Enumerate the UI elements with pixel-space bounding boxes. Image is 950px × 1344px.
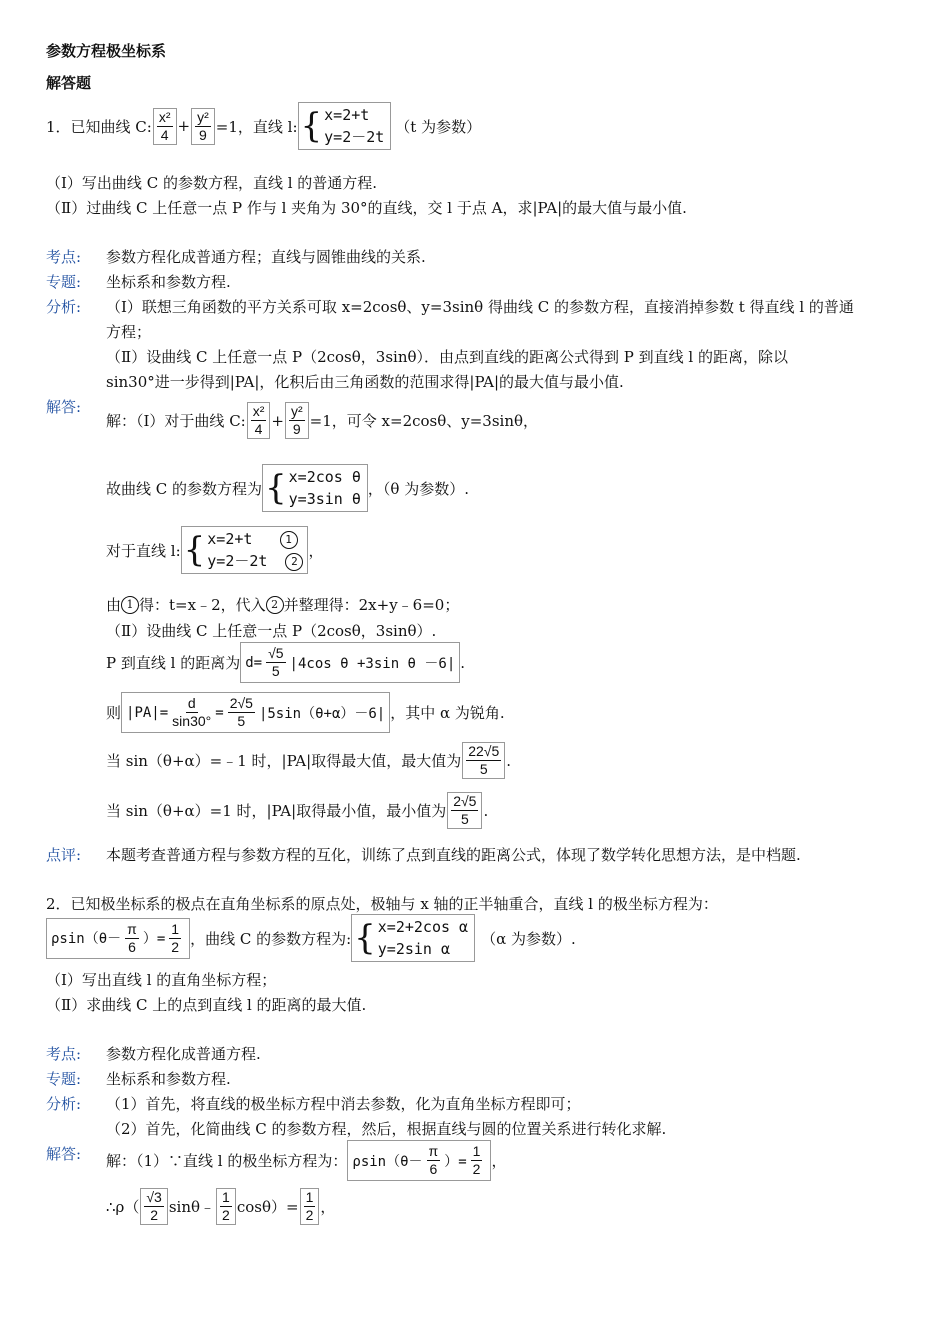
frac-denominator: 2 xyxy=(222,1207,230,1223)
sol-text: ，曲线 C 的参数方程为: xyxy=(190,929,352,948)
q1-frac-x xyxy=(153,108,177,145)
frac-denominator: 6 xyxy=(128,938,136,955)
frac-denominator: 4 xyxy=(160,126,169,143)
sol-text: P 到直线 l 的距离为 xyxy=(106,654,241,672)
system-row: x=2+t xyxy=(324,106,370,124)
formula-text: |PA|= xyxy=(126,704,169,721)
system-row: x=2cos θ xyxy=(288,468,361,486)
brace-icon: { xyxy=(265,468,287,508)
q1-sol-frac-x xyxy=(247,402,271,439)
q1-fenxi-tag: 分析: xyxy=(46,298,82,316)
formula-text: |4cos θ +3sin θ －6| xyxy=(289,655,456,672)
doc-title: 参数方程极坐标系 xyxy=(46,42,167,60)
frac-denominator: 5 xyxy=(460,811,469,827)
sol-text: 故曲线 C 的参数方程为 xyxy=(106,479,263,498)
q1-sol-line3 xyxy=(106,526,324,574)
q2-sol-line1 xyxy=(106,1140,506,1181)
q1-sol-line5: （Ⅱ）设曲线 C 上任意一点 P（2cosθ，3sinθ）. xyxy=(106,622,437,640)
min-value-frac xyxy=(447,792,482,829)
max-value-frac xyxy=(462,742,505,779)
frac-denominator: 5 xyxy=(271,663,280,679)
q1-sol-line8 xyxy=(106,742,511,779)
formula-text: d= xyxy=(245,654,263,671)
frac-denominator: 2 xyxy=(472,1161,481,1177)
2sqrt5-over-5 xyxy=(225,695,258,730)
sol-text: . xyxy=(483,801,489,820)
q1-zhuanti: 坐标系和参数方程. xyxy=(106,273,231,291)
q2-jieda-tag: 解答: xyxy=(46,1145,82,1163)
circle-number-icon: 1 xyxy=(121,596,139,614)
q1-distance-formula xyxy=(240,642,460,683)
q1-jieda-tag: 解答: xyxy=(46,398,82,416)
formula-text: = xyxy=(215,704,224,721)
frac-numerator: π xyxy=(127,920,137,937)
system-row xyxy=(207,528,303,550)
sol-text: =1，可令 x=2cosθ、y=3sinθ， xyxy=(309,412,539,430)
frac-numerator: √3 xyxy=(146,1189,162,1205)
sol-text: cosθ）= xyxy=(236,1198,299,1216)
q2-kaodian-tag: 考点: xyxy=(46,1045,82,1063)
frac-denominator: 5 xyxy=(237,713,246,729)
sol-text: 解：（1）∵直线 l 的极坐标方程为： xyxy=(106,1152,348,1170)
q2-polar-equation xyxy=(46,918,190,959)
q2-stem-line1: 2．已知极坐标系的极点在直角坐标系的原点处，极轴与 x 轴的正半轴重合，直线 l 的极坐标方程为： xyxy=(46,895,718,913)
q1-param-note: （t 为参数） xyxy=(395,117,482,136)
q1-fenxi-line: （Ⅰ）联想三角函数的平方关系可取 x=2cosθ、y=3sinθ 得曲线 C 的参数方程，直接消掉参数 t 得直线 l 的普通 xyxy=(106,298,854,316)
q1-sol-line9 xyxy=(106,792,488,829)
frac-numerator: 1 xyxy=(305,1189,314,1205)
system-row-text: y=2－2t xyxy=(207,552,268,570)
q2-part1: （Ⅰ）写出直线 l 的直角坐标方程； xyxy=(46,971,277,989)
sol-text: ， xyxy=(320,1198,336,1216)
frac-numerator: y² xyxy=(290,403,303,419)
sol-text: 当 sin（θ+α）=1 时，|PA|取得最小值，最小值为 xyxy=(106,802,447,820)
frac-numerator: 22√5 xyxy=(468,743,500,759)
formula-text: |5sin（θ+α）－6| xyxy=(258,705,386,722)
sol-text: sinθ﹣ xyxy=(168,1198,216,1216)
q1-sol-line4 xyxy=(106,594,459,615)
circle-number-icon: 1 xyxy=(280,531,298,549)
q1-kaodian-tag: 考点: xyxy=(46,248,82,266)
sol-text: 当 sin（θ+α）=﹣1 时，|PA|取得最大值，最大值为 xyxy=(106,752,462,770)
frac-numerator: x² xyxy=(252,403,265,419)
q2-sol-line2 xyxy=(106,1188,335,1225)
system-row: y=2sin α xyxy=(377,940,451,958)
q1-curve-param-system xyxy=(262,464,368,512)
section-heading: 解答题 xyxy=(46,74,92,92)
frac-denominator: 6 xyxy=(429,1161,438,1177)
sol-text: . xyxy=(506,751,512,770)
q1-sol-line2 xyxy=(106,464,469,512)
system-row: y=2－2t xyxy=(324,128,385,146)
q2-param-note: （α 为参数）. xyxy=(481,929,576,948)
frac-numerator: π xyxy=(428,1143,439,1159)
q1-sol-line1: 解：（Ⅰ）对于曲线 C: $\frac{\text{x²}}{4}$ + $\frac{\text{y²}}{9}$ =1，可令 x=2cosθ、y=3sinθ， xyxy=(106,403,539,437)
sol-text: ， xyxy=(491,1152,507,1170)
sqrt3-over-2 xyxy=(140,1188,167,1225)
frac-numerator: 1 xyxy=(171,920,180,937)
frac-numerator: 2√5 xyxy=(229,695,253,711)
formula-text: ）= xyxy=(444,1153,467,1170)
sol-text: 则 xyxy=(106,704,122,722)
formula-text: ρsin（θ－ xyxy=(51,931,122,947)
q1-fenxi-line: （Ⅱ）设曲线 C 上任意一点 P（2cosθ，3sinθ）．由点到直线的距离公式得到 P 到直线 l 的距离，除以 xyxy=(106,348,788,366)
sol-text: 解：（Ⅰ）对于曲线 C: xyxy=(106,412,246,430)
q1-dianping-tag: 点评: xyxy=(46,846,82,864)
sol-text: 得：t=x﹣2，代入 xyxy=(139,596,266,614)
frac-numerator: x² xyxy=(158,108,171,125)
system-row-text: x=2+t xyxy=(207,530,253,548)
one-half-a xyxy=(216,1188,236,1225)
q2-sol-polar-equation xyxy=(347,1140,491,1181)
q1-pa-formula xyxy=(121,692,390,733)
brace-icon: { xyxy=(300,106,323,146)
brace-icon: { xyxy=(354,918,376,958)
pi-over-6 xyxy=(424,1143,444,1178)
frac-denominator: 5 xyxy=(479,761,488,777)
frac-numerator: 1 xyxy=(222,1189,230,1205)
q1-part1: （Ⅰ）写出曲线 C 的参数方程，直线 l 的普通方程. xyxy=(46,174,378,192)
formula-text: ）= xyxy=(142,931,166,947)
q2-zhuanti: 坐标系和参数方程. xyxy=(106,1070,231,1088)
d-over-sin30 xyxy=(169,695,214,730)
frac-denominator: 4 xyxy=(254,421,263,437)
circle-number-icon: 2 xyxy=(285,553,303,571)
frac-denominator: 2 xyxy=(305,1207,314,1223)
q1-stem: 1．已知曲线 C: $\frac{\text{x²}}{4}$ + $\frac{\text{y²}}{9}$ =1，直线 l: { x=2+t y=2－2t （t 为参数） xyxy=(46,102,481,150)
sqrt5-over-5 xyxy=(263,645,288,680)
q1-line-system-labeled xyxy=(181,526,309,574)
q2-fenxi-tag: 分析: xyxy=(46,1095,82,1113)
q1-curve-tail: =1，直线 l: xyxy=(215,117,298,136)
frac-numerator: y² xyxy=(197,108,209,125)
sol-text: ，其中 α 为锐角. xyxy=(390,704,505,722)
sol-text: 对于直线 l: xyxy=(106,541,181,560)
brace-icon: { xyxy=(183,530,206,570)
q1-sol-line7 xyxy=(106,692,505,733)
q1-dianping: 本题考查普通方程与参数方程的互化，训练了点到直线的距离公式，体现了数学转化思想方法，是中档题. xyxy=(106,846,801,864)
one-half-b xyxy=(300,1188,320,1225)
q1-stem-prefix: 1．已知曲线 C: xyxy=(46,117,152,136)
q1-sol-frac-y xyxy=(285,402,309,439)
q1-sol-line6 xyxy=(106,642,465,683)
frac-denominator: sin30° xyxy=(172,713,212,729)
q1-line-system xyxy=(298,102,392,150)
q2-kaodian: 参数方程化成普通方程. xyxy=(106,1045,261,1063)
sol-text: 由 xyxy=(106,596,122,614)
q2-curve-system xyxy=(351,914,475,962)
sol-text: 并整理得：2x+y﹣6=0； xyxy=(283,596,460,614)
system-row: x=2+2cos α xyxy=(377,918,469,936)
frac-denominator: 9 xyxy=(292,421,301,437)
q1-fenxi-line: 方程； xyxy=(106,323,152,341)
q1-part2: （Ⅱ）过曲线 C 上任意一点 P 作与 l 夹角为 30°的直线，交 l 于点 A，求|PA|的最大值与最小值. xyxy=(46,199,687,217)
q1-frac-y xyxy=(191,108,215,145)
formula-text: ρsin（θ－ xyxy=(352,1153,423,1170)
sol-text: ∴ρ（ xyxy=(106,1198,140,1216)
frac-denominator: 2 xyxy=(150,1207,159,1223)
pi-over-6 xyxy=(122,921,142,956)
frac-numerator: d xyxy=(187,695,196,711)
frac-numerator: 1 xyxy=(472,1143,481,1159)
q2-fenxi-line: （1）首先，将直线的极坐标方程中消去参数，化为直角坐标方程即可； xyxy=(106,1095,581,1113)
q2-stem-line2 xyxy=(46,914,576,962)
q2-fenxi-line: （2）首先，化简曲线 C 的参数方程，然后，根据直线与圆的位置关系进行转化求解. xyxy=(106,1120,667,1138)
q1-zhuanti-tag: 专题: xyxy=(46,273,82,291)
q1-fenxi-line: sin30°进一步得到|PA|，化积后由三角函数的范围求得|PA|的最大值与最小值. xyxy=(106,373,624,391)
q1-kaodian: 参数方程化成普通方程；直线与圆锥曲线的关系. xyxy=(106,248,426,266)
one-half xyxy=(166,921,184,956)
q2-part2: （Ⅱ）求曲线 C 上的点到直线 l 的距离的最大值. xyxy=(46,996,367,1014)
sol-text: . xyxy=(460,653,466,672)
q2-zhuanti-tag: 专题: xyxy=(46,1070,82,1088)
frac-numerator: 2√5 xyxy=(453,793,477,809)
circle-number-icon: 2 xyxy=(266,596,284,614)
system-row xyxy=(207,550,303,572)
system-row: y=3sin θ xyxy=(288,490,361,508)
sol-text: ，（θ 为参数）. xyxy=(367,479,469,498)
frac-denominator: 2 xyxy=(171,938,180,955)
one-half xyxy=(468,1143,486,1178)
frac-numerator: √5 xyxy=(268,645,284,661)
frac-denominator: 9 xyxy=(199,126,207,143)
sol-text: ， xyxy=(308,541,324,560)
